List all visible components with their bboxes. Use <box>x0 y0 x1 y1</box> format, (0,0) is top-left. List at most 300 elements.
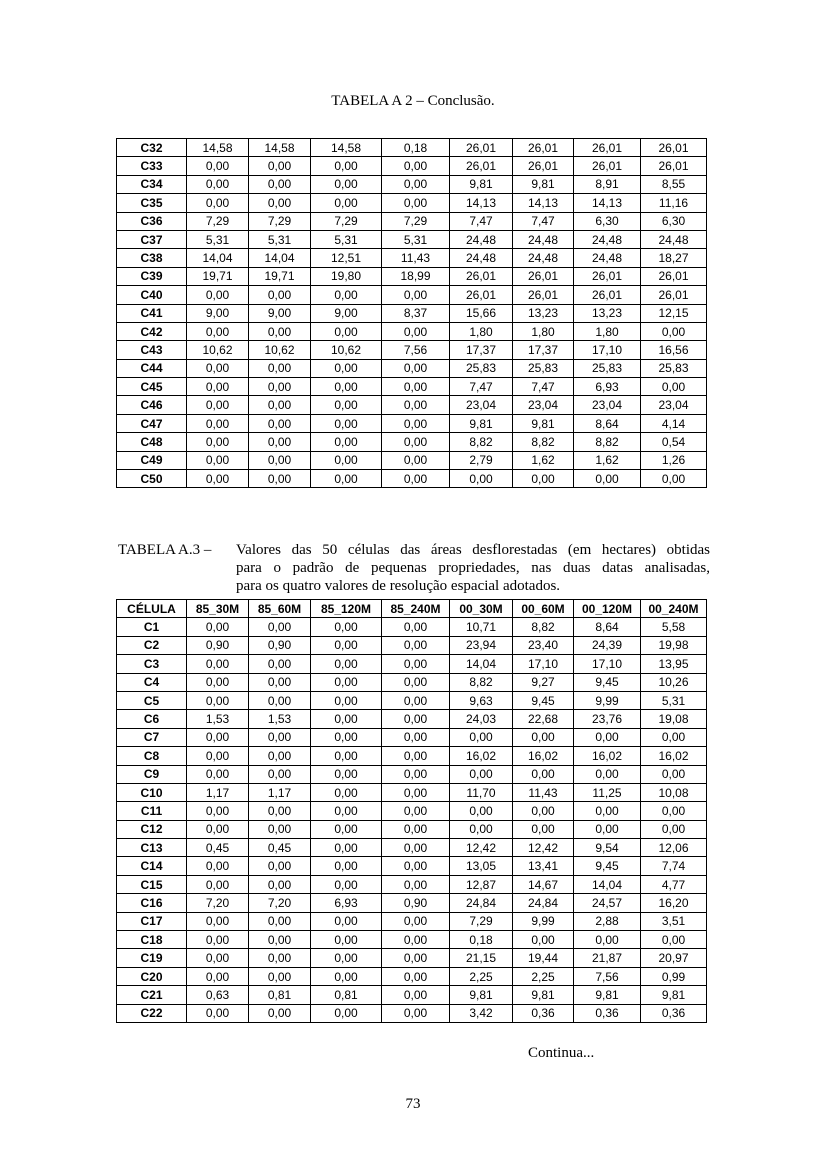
table-cell: 2,25 <box>450 967 513 985</box>
table-cell: 0,00 <box>311 967 382 985</box>
table-cell: 0,00 <box>187 433 249 451</box>
table-cell: 26,01 <box>513 286 574 304</box>
table-cell: 9,81 <box>513 175 574 193</box>
table-row <box>117 765 707 783</box>
table-cell: 9,00 <box>187 304 249 322</box>
table-cell: 0,00 <box>249 949 311 967</box>
table-cell: 11,43 <box>513 783 574 801</box>
table-a3 <box>116 599 707 1023</box>
column-header: CÉLULA <box>117 600 187 618</box>
cell-id: C13 <box>117 839 187 857</box>
table-cell: 17,10 <box>513 655 574 673</box>
table-cell: 0,90 <box>249 636 311 654</box>
table-cell: 14,04 <box>574 875 641 893</box>
table-row <box>117 212 707 230</box>
table-cell: 0,00 <box>382 875 450 893</box>
table-cell: 0,00 <box>311 322 382 340</box>
table-row <box>117 267 707 285</box>
table-row <box>117 912 707 930</box>
table-cell: 0,00 <box>187 618 249 636</box>
table-cell: 26,01 <box>641 286 707 304</box>
table-cell: 0,00 <box>513 728 574 746</box>
table-cell: 23,04 <box>513 396 574 414</box>
table-cell: 0,00 <box>187 1004 249 1022</box>
table-cell: 7,56 <box>574 967 641 985</box>
table-cell: 24,84 <box>513 894 574 912</box>
table-cell: 5,31 <box>382 230 450 248</box>
cell-id: C21 <box>117 986 187 1004</box>
cell-id: C5 <box>117 691 187 709</box>
table-cell: 26,01 <box>513 267 574 285</box>
cell-id: C42 <box>117 322 187 340</box>
cell-id: C46 <box>117 396 187 414</box>
table-cell: 16,02 <box>450 747 513 765</box>
cell-id: C35 <box>117 194 187 212</box>
table-cell: 0,00 <box>311 175 382 193</box>
table-row <box>117 451 707 469</box>
table-row <box>117 359 707 377</box>
table-cell: 11,43 <box>382 249 450 267</box>
table-cell: 0,00 <box>249 157 311 175</box>
table-cell: 1,17 <box>249 783 311 801</box>
table-cell: 0,00 <box>382 728 450 746</box>
cell-id: C17 <box>117 912 187 930</box>
table-cell: 25,83 <box>641 359 707 377</box>
table-row <box>117 655 707 673</box>
table-cell: 0,00 <box>574 931 641 949</box>
table-row <box>117 194 707 212</box>
table-cell: 8,82 <box>450 673 513 691</box>
table-cell: 0,00 <box>311 747 382 765</box>
table-cell: 0,00 <box>382 967 450 985</box>
cell-id: C3 <box>117 655 187 673</box>
table-cell: 21,87 <box>574 949 641 967</box>
table-cell: 6,93 <box>574 378 641 396</box>
table-cell: 14,13 <box>513 194 574 212</box>
table-cell: 7,47 <box>513 378 574 396</box>
table-cell: 3,42 <box>450 1004 513 1022</box>
table-cell: 24,48 <box>574 230 641 248</box>
table-cell: 26,01 <box>450 157 513 175</box>
table-cell: 0,00 <box>249 728 311 746</box>
table-cell: 0,00 <box>249 322 311 340</box>
table-cell: 24,48 <box>513 249 574 267</box>
table-row <box>117 396 707 414</box>
table-cell: 3,51 <box>641 912 707 930</box>
table-cell: 0,18 <box>382 139 450 157</box>
table-cell: 25,83 <box>513 359 574 377</box>
table-cell: 0,00 <box>187 857 249 875</box>
table-cell: 7,29 <box>311 212 382 230</box>
table-cell: 23,76 <box>574 710 641 728</box>
table-cell: 0,00 <box>311 194 382 212</box>
column-header: 85_30M <box>187 600 249 618</box>
cell-id: C39 <box>117 267 187 285</box>
cell-id: C18 <box>117 931 187 949</box>
cell-id: C32 <box>117 139 187 157</box>
table-cell: 0,00 <box>187 157 249 175</box>
table-cell: 9,54 <box>574 839 641 857</box>
table-cell: 0,00 <box>450 728 513 746</box>
table-cell: 0,00 <box>311 710 382 728</box>
table-cell: 0,00 <box>311 857 382 875</box>
table-row <box>117 710 707 728</box>
table-cell: 0,00 <box>311 673 382 691</box>
table-cell: 0,00 <box>311 157 382 175</box>
table-cell: 12,51 <box>311 249 382 267</box>
table-cell: 0,00 <box>382 765 450 783</box>
cell-id: C1 <box>117 618 187 636</box>
table-cell: 0,00 <box>382 157 450 175</box>
table-cell: 24,39 <box>574 636 641 654</box>
table-cell: 0,00 <box>311 875 382 893</box>
table-cell: 5,58 <box>641 618 707 636</box>
table-cell: 26,01 <box>450 267 513 285</box>
table-cell: 0,00 <box>249 433 311 451</box>
table-cell: 0,00 <box>249 378 311 396</box>
table-cell: 0,00 <box>187 414 249 432</box>
table-cell: 19,98 <box>641 636 707 654</box>
table-cell: 0,00 <box>382 470 450 488</box>
table-cell: 0,00 <box>249 802 311 820</box>
table-cell: 9,81 <box>574 986 641 1004</box>
table-a3-caption-line-2: para o padrão de pequenas propriedades, nas duas datas analisadas, <box>236 560 710 576</box>
table-cell: 0,00 <box>311 414 382 432</box>
table-cell: 9,45 <box>574 673 641 691</box>
table-cell: 0,00 <box>249 912 311 930</box>
table-cell: 1,53 <box>249 710 311 728</box>
table-cell: 0,00 <box>382 912 450 930</box>
table-a3-body <box>117 618 707 1023</box>
column-header: 00_30M <box>450 600 513 618</box>
table-cell: 0,00 <box>574 802 641 820</box>
table-cell: 0,00 <box>574 765 641 783</box>
table-cell: 0,00 <box>311 820 382 838</box>
table-a2-body <box>117 139 707 488</box>
cell-id: C33 <box>117 157 187 175</box>
table-cell: 16,02 <box>574 747 641 765</box>
table-cell: 7,47 <box>450 378 513 396</box>
page-number: 73 <box>405 1096 421 1112</box>
table-cell: 5,31 <box>249 230 311 248</box>
table-cell: 0,00 <box>187 470 249 488</box>
table-cell: 15,66 <box>450 304 513 322</box>
table-cell: 7,47 <box>450 212 513 230</box>
table-cell: 0,00 <box>311 931 382 949</box>
table-cell: 0,00 <box>249 618 311 636</box>
table-cell: 0,36 <box>641 1004 707 1022</box>
table-row <box>117 783 707 801</box>
table-cell: 0,00 <box>311 802 382 820</box>
table-cell: 23,40 <box>513 636 574 654</box>
table-cell: 0,00 <box>311 949 382 967</box>
table-cell: 0,00 <box>311 286 382 304</box>
cell-id: C10 <box>117 783 187 801</box>
table-cell: 0,00 <box>641 378 707 396</box>
table-row <box>117 747 707 765</box>
table-cell: 0,00 <box>187 396 249 414</box>
table-cell: 0,00 <box>513 765 574 783</box>
table-cell: 23,04 <box>641 396 707 414</box>
table-cell: 11,70 <box>450 783 513 801</box>
table-cell: 7,29 <box>450 912 513 930</box>
table-cell: 2,79 <box>450 451 513 469</box>
cell-id: C47 <box>117 414 187 432</box>
table-cell: 0,00 <box>450 820 513 838</box>
table-cell: 10,62 <box>249 341 311 359</box>
cell-id: C44 <box>117 359 187 377</box>
cell-id: C15 <box>117 875 187 893</box>
table-cell: 9,81 <box>641 986 707 1004</box>
cell-id: C11 <box>117 802 187 820</box>
table-row <box>117 139 707 157</box>
table-cell: 0,00 <box>450 470 513 488</box>
table-cell: 0,00 <box>187 286 249 304</box>
table-cell: 19,80 <box>311 267 382 285</box>
table-cell: 0,00 <box>574 470 641 488</box>
table-cell: 0,00 <box>187 802 249 820</box>
table-cell: 0,00 <box>382 783 450 801</box>
cell-id: C41 <box>117 304 187 322</box>
table-cell: 5,31 <box>641 691 707 709</box>
table-cell: 9,99 <box>513 912 574 930</box>
table-cell: 0,00 <box>513 931 574 949</box>
table-cell: 0,00 <box>249 875 311 893</box>
table-cell: 0,00 <box>311 839 382 857</box>
table-cell: 0,00 <box>249 747 311 765</box>
table-cell: 0,00 <box>382 820 450 838</box>
table-cell: 5,31 <box>311 230 382 248</box>
table-cell: 11,25 <box>574 783 641 801</box>
column-header: 00_60M <box>513 600 574 618</box>
table-cell: 8,91 <box>574 175 641 193</box>
table-cell: 26,01 <box>574 286 641 304</box>
table-cell: 0,00 <box>382 194 450 212</box>
table-cell: 26,01 <box>574 267 641 285</box>
table-row <box>117 286 707 304</box>
cell-id: C40 <box>117 286 187 304</box>
table-row <box>117 875 707 893</box>
table-cell: 0,00 <box>311 783 382 801</box>
table-cell: 13,41 <box>513 857 574 875</box>
table-cell: 0,00 <box>187 194 249 212</box>
table-cell: 8,82 <box>450 433 513 451</box>
cell-id: C16 <box>117 894 187 912</box>
table-cell: 23,94 <box>450 636 513 654</box>
table-cell: 1,80 <box>513 322 574 340</box>
table-cell: 7,29 <box>249 212 311 230</box>
table-row <box>117 728 707 746</box>
table-row <box>117 802 707 820</box>
table-cell: 0,00 <box>382 451 450 469</box>
table-cell: 9,81 <box>450 414 513 432</box>
cell-id: C7 <box>117 728 187 746</box>
table-cell: 9,00 <box>311 304 382 322</box>
table-cell: 0,00 <box>382 949 450 967</box>
table-cell: 6,30 <box>641 212 707 230</box>
table-cell: 13,23 <box>574 304 641 322</box>
table-cell: 14,58 <box>249 139 311 157</box>
table-row <box>117 673 707 691</box>
table-row <box>117 433 707 451</box>
table-cell: 14,04 <box>187 249 249 267</box>
table-cell: 0,00 <box>311 765 382 783</box>
table-cell: 0,00 <box>513 802 574 820</box>
table-cell: 0,00 <box>249 857 311 875</box>
cell-id: C48 <box>117 433 187 451</box>
table-cell: 7,29 <box>187 212 249 230</box>
table-cell: 17,10 <box>574 655 641 673</box>
table-cell: 14,13 <box>450 194 513 212</box>
table-cell: 12,15 <box>641 304 707 322</box>
table-cell: 12,42 <box>450 839 513 857</box>
table-cell: 10,71 <box>450 618 513 636</box>
table-cell: 0,18 <box>450 931 513 949</box>
table-cell: 9,81 <box>450 175 513 193</box>
table-cell: 0,00 <box>382 857 450 875</box>
table-cell: 26,01 <box>450 139 513 157</box>
table-cell: 0,00 <box>249 967 311 985</box>
table-a3-header-row <box>117 600 707 618</box>
table-row <box>117 414 707 432</box>
table-cell: 1,62 <box>574 451 641 469</box>
table-cell: 0,00 <box>249 673 311 691</box>
table-cell: 0,99 <box>641 967 707 985</box>
table-cell: 1,53 <box>187 710 249 728</box>
table-a3-caption-label: TABELA A.3 – <box>118 542 212 558</box>
table-cell: 12,87 <box>450 875 513 893</box>
table-cell: 0,00 <box>187 728 249 746</box>
table-cell: 0,00 <box>574 820 641 838</box>
table-cell: 9,63 <box>450 691 513 709</box>
table-cell: 24,48 <box>641 230 707 248</box>
table-cell: 7,20 <box>187 894 249 912</box>
table-cell: 0,00 <box>249 931 311 949</box>
table-cell: 0,45 <box>187 839 249 857</box>
table-row <box>117 378 707 396</box>
table-cell: 0,00 <box>641 728 707 746</box>
table-cell: 9,27 <box>513 673 574 691</box>
table-cell: 1,80 <box>450 322 513 340</box>
table-cell: 0,00 <box>382 322 450 340</box>
table-cell: 2,25 <box>513 967 574 985</box>
table-row <box>117 618 707 636</box>
table-cell: 0,00 <box>249 820 311 838</box>
table-cell: 16,20 <box>641 894 707 912</box>
table-cell: 0,00 <box>311 618 382 636</box>
table-cell: 0,00 <box>187 912 249 930</box>
table-cell: 7,56 <box>382 341 450 359</box>
table-cell: 16,02 <box>641 747 707 765</box>
table-cell: 0,00 <box>311 451 382 469</box>
table-cell: 26,01 <box>574 157 641 175</box>
table-cell: 8,37 <box>382 304 450 322</box>
table-cell: 6,93 <box>311 894 382 912</box>
table-cell: 14,04 <box>249 249 311 267</box>
table-cell: 17,37 <box>513 341 574 359</box>
table-cell: 0,00 <box>311 691 382 709</box>
table-cell: 0,00 <box>311 433 382 451</box>
continued-note: Continua... <box>528 1045 595 1061</box>
cell-id: C37 <box>117 230 187 248</box>
table-cell: 0,00 <box>513 470 574 488</box>
table-cell: 0,00 <box>187 378 249 396</box>
cell-id: C22 <box>117 1004 187 1022</box>
table-row <box>117 967 707 985</box>
table-cell: 26,01 <box>513 157 574 175</box>
table-cell: 23,04 <box>574 396 641 414</box>
table-cell: 0,81 <box>249 986 311 1004</box>
table-cell: 24,48 <box>574 249 641 267</box>
table-cell: 17,10 <box>574 341 641 359</box>
table-cell: 0,00 <box>249 655 311 673</box>
table-cell: 0,00 <box>382 1004 450 1022</box>
table-cell: 0,00 <box>187 655 249 673</box>
table-cell: 0,00 <box>187 820 249 838</box>
table-cell: 10,62 <box>187 341 249 359</box>
table-cell: 0,00 <box>382 802 450 820</box>
cell-id: C14 <box>117 857 187 875</box>
table-cell: 0,36 <box>513 1004 574 1022</box>
table-cell: 0,00 <box>249 175 311 193</box>
cell-id: C2 <box>117 636 187 654</box>
table-cell: 0,00 <box>382 618 450 636</box>
table-cell: 13,95 <box>641 655 707 673</box>
cell-id: C49 <box>117 451 187 469</box>
table-row <box>117 820 707 838</box>
table-cell: 8,82 <box>574 433 641 451</box>
table-cell: 6,30 <box>574 212 641 230</box>
table-cell: 14,58 <box>187 139 249 157</box>
table-cell: 1,62 <box>513 451 574 469</box>
table-cell: 9,81 <box>513 414 574 432</box>
table-cell: 0,00 <box>249 451 311 469</box>
table-cell: 24,57 <box>574 894 641 912</box>
table-cell: 24,48 <box>450 230 513 248</box>
table-cell: 4,14 <box>641 414 707 432</box>
table-cell: 0,00 <box>641 470 707 488</box>
table-cell: 19,71 <box>187 267 249 285</box>
table-row <box>117 691 707 709</box>
table-cell: 7,47 <box>513 212 574 230</box>
table-cell: 23,04 <box>450 396 513 414</box>
table-cell: 26,01 <box>641 267 707 285</box>
cell-id: C43 <box>117 341 187 359</box>
table-cell: 0,00 <box>311 912 382 930</box>
table-cell: 0,00 <box>641 765 707 783</box>
table-row <box>117 1004 707 1022</box>
table-cell: 0,00 <box>187 359 249 377</box>
table-cell: 24,48 <box>513 230 574 248</box>
table-cell: 0,00 <box>187 747 249 765</box>
table-cell: 12,06 <box>641 839 707 857</box>
column-header: 85_240M <box>382 600 450 618</box>
table-row <box>117 470 707 488</box>
table-cell: 0,00 <box>187 451 249 469</box>
table-cell: 0,00 <box>641 802 707 820</box>
table-cell: 0,00 <box>382 396 450 414</box>
cell-id: C12 <box>117 820 187 838</box>
table-cell: 18,99 <box>382 267 450 285</box>
table-row <box>117 857 707 875</box>
table-cell: 0,00 <box>311 636 382 654</box>
column-header: 85_60M <box>249 600 311 618</box>
table-row <box>117 986 707 1004</box>
table-cell: 8,82 <box>513 433 574 451</box>
table-row <box>117 839 707 857</box>
table-cell: 0,00 <box>641 820 707 838</box>
table-cell: 4,77 <box>641 875 707 893</box>
